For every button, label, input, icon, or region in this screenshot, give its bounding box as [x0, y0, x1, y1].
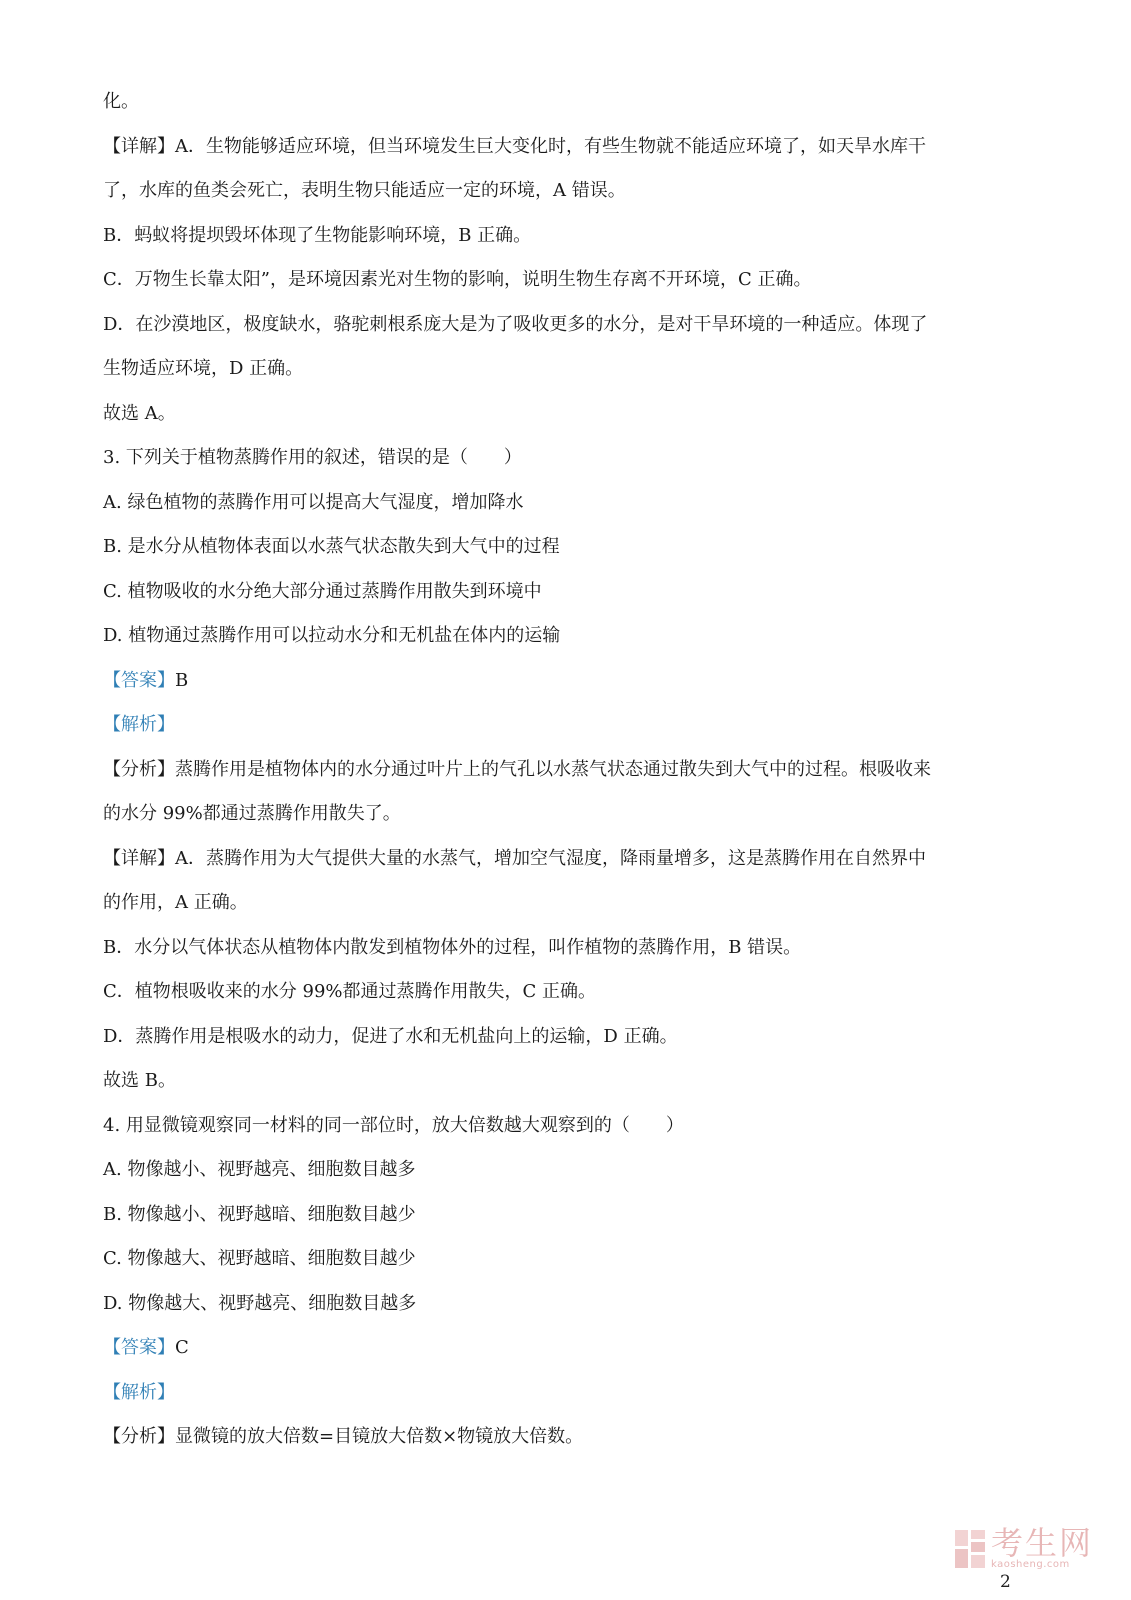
text-line: 生物适应环境，D 正确。: [103, 358, 304, 379]
question-3-answer: [103, 667, 1033, 695]
text-line: C．万物生长靠太阳”，是环境因素光对生物的影响，说明生物生存离不开环境，C 正确。: [103, 269, 812, 290]
watermark-logo-icon: [955, 1530, 985, 1568]
watermark: [955, 1524, 1093, 1571]
text-line: 【详解】A．蒸腾作用为大气提供大量的水蒸气，增加空气湿度，降雨量增多，这是蒸腾作用在自然界中: [103, 847, 926, 869]
question-3-option-c: C. 植物吸收的水分绝大部分通过蒸腾作用散失到环境中: [103, 580, 542, 602]
text-line: 【分析】显微镜的放大倍数=目镜放大倍数×物镜放大倍数。: [103, 1426, 584, 1447]
text-line: D．蒸腾作用是根吸水的动力，促进了水和无机盐向上的运输，D 正确。: [103, 1025, 678, 1047]
watermark-brand: 考生网: [990, 1524, 1093, 1562]
question-4-analysis-tag: 【解析】: [103, 1381, 175, 1403]
text-line: 的作用，A 正确。: [103, 892, 248, 913]
question-4-stem: 4. 用显微镜观察同一材料的同一部位时，放大倍数越大观察到的（ ）: [103, 1114, 684, 1136]
question-4-option-c: C. 物像越大、视野越暗、细胞数目越少: [103, 1248, 416, 1269]
text-line: 化。: [103, 91, 139, 112]
answer-tag: 【答案】: [103, 669, 175, 691]
question-4-option-d: D. 物像越大、视野越亮、细胞数目越多: [103, 1292, 417, 1314]
question-3-option-b: B. 是水分从植物体表面以水蒸气状态散失到大气中的过程: [103, 536, 560, 557]
document-body: [103, 88, 1033, 1468]
text-line: 故选 B。: [103, 1070, 176, 1091]
text-line: 【分析】蒸腾作用是植物体内的水分通过叶片上的气孔以水蒸气状态通过散失到大气中的过程。根吸收来: [103, 758, 931, 780]
question-3-option-d: D. 植物通过蒸腾作用可以拉动水分和无机盐在体内的运输: [103, 625, 561, 646]
text-line: D．在沙漠地区，极度缺水，骆驼刺根系庞大是为了吸收更多的水分，是对干旱环境的一种适应。体现了: [103, 313, 928, 335]
answer-value: B: [175, 669, 189, 691]
question-3-stem: 3. 下列关于植物蒸腾作用的叙述，错误的是（ ）: [103, 447, 522, 468]
page-number: 2: [1000, 1572, 1011, 1592]
text-line: 了，水库的鱼类会死亡，表明生物只能适应一定的环境，A 错误。: [103, 180, 626, 201]
question-4-option-b: B. 物像越小、视野越暗、细胞数目越少: [103, 1203, 416, 1225]
answer-tag: 【答案】: [103, 1337, 175, 1358]
text-line: 故选 A。: [103, 402, 176, 424]
text-line: C．植物根吸收来的水分 99%都通过蒸腾作用散失，C 正确。: [103, 981, 596, 1002]
text-line: B．水分以气体状态从植物体内散发到植物体外的过程，叫作植物的蒸腾作用，B 错误。: [103, 936, 802, 958]
text-line: 【详解】A．生物能够适应环境，但当环境发生巨大变化时，有些生物就不能适应环境了，如天旱水库干: [103, 135, 926, 157]
answer-value: C: [175, 1337, 189, 1358]
text-line: B．蚂蚁将提坝毁坏体现了生物能影响环境，B 正确。: [103, 224, 532, 246]
watermark-url: kaosheng.com: [990, 1559, 1070, 1570]
question-4-answer: [103, 1334, 1033, 1362]
question-3-analysis-tag: 【解析】: [103, 714, 175, 735]
question-3-option-a: A. 绿色植物的蒸腾作用可以提高大气湿度，增加降水: [103, 491, 524, 513]
question-4-option-a: A. 物像越小、视野越亮、细胞数目越多: [103, 1159, 416, 1180]
text-line: 的水分 99%都通过蒸腾作用散失了。: [103, 803, 401, 824]
watermark-text: [990, 1524, 1093, 1571]
